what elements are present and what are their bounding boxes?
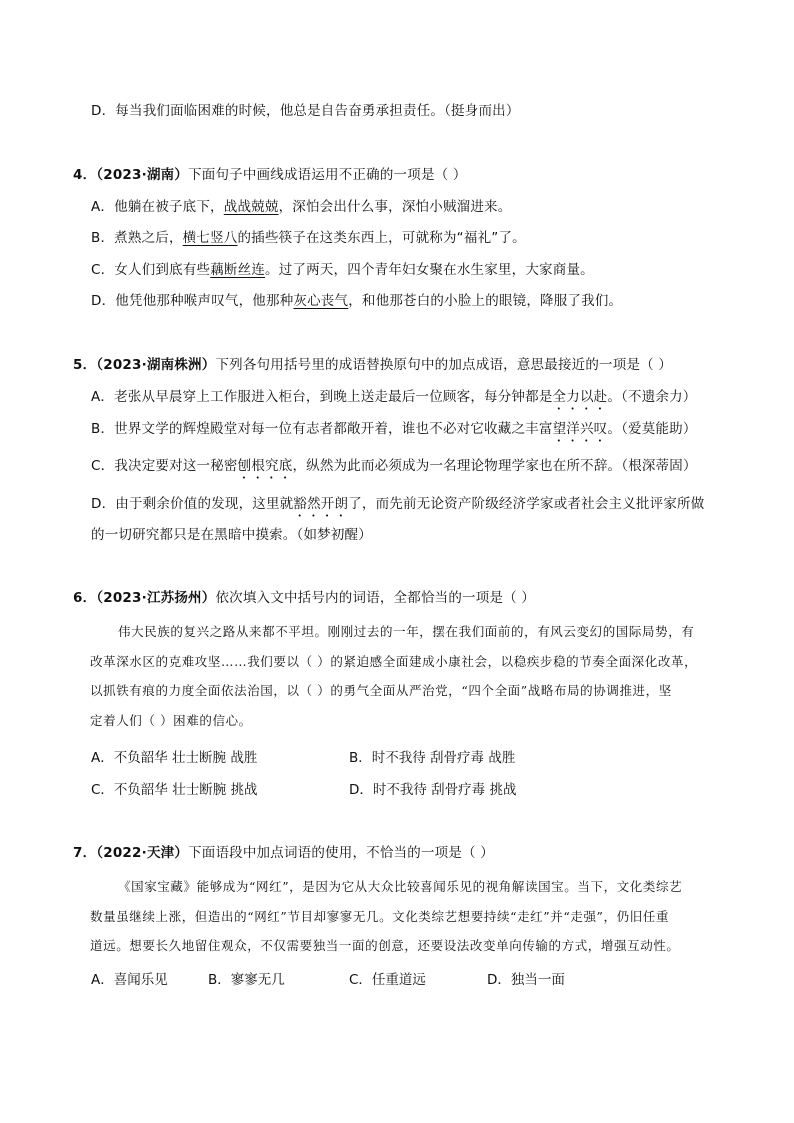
q4-c-text-2: 。过了两天，四个青年妇女聚在水生家里，大家商量。 [265,262,594,278]
q5-option-d-line2: 的一切研究都只是在黑暗中摸索。（如梦初醒） [91,527,372,543]
q7-option-a: A．喜闻乐见 [91,972,168,988]
q4-d-text: D．他凭他那种喉声叹气，他那种 [91,293,294,309]
q6-stem-text: 依次填入文中括号内的词语，全都恰当的一项是（ ） [215,590,536,606]
q5-stem [73,355,672,375]
q4-option-d [91,291,622,311]
q7-passage-line-2: 数量虽继续上涨，但造出的“网红”节目却寥寥无几。文化类综艺想要持续“走红”并“走强”，仍旧任重 [90,908,670,924]
q5-option-d-line1 [91,494,704,520]
q4-a-text: A．他躺在被子底下， [91,199,224,215]
q5-option-a [91,387,697,413]
q6-number: 6． [73,590,97,606]
q4-stem [73,165,467,185]
q5-c-text: C．我决定要对这一秘密 [91,458,238,474]
q4-b-text: B．煮熟之后， [91,230,183,246]
q4-c-text: C．女人们到底有些 [91,262,211,278]
q4-c-idiom: 藕断丝连 [210,262,266,278]
q5-c-text-2: ，纵然为此而必须成为一名理论物理学家也在所不辞。（根深蒂固） [292,458,697,474]
q4-d-text-2: ，和他那苍白的小脸上的眼镜，降服了我们。 [348,293,623,309]
q5-d-text: D．由于剩余价值的发现，这里就 [91,496,294,512]
q4-b-idiom: 横七竖八 [182,230,238,246]
q5-option-b [91,419,697,445]
q5-d-dotted-idiom: 豁然开朗 [293,496,349,512]
q7-passage [90,872,730,961]
q6-passage-line-3: 以抓铁有痕的力度全面依法治国，以（ ）的勇气全面从严治党，“四个全面”战略布局的协调推进，坚 [90,683,672,698]
q5-d-text-2: 了，而先前无论资产阶级经济学家或者社会主义批评家所做 [348,496,705,512]
q4-option-c [91,260,594,280]
q7-option-d: D．独当一面 [487,972,565,988]
q6-passage-line-2: 改革深水区的克难攻坚……我们要以（ ）的紧迫感全面建成小康社会，以稳疾步稳的节奏全面深化改革， [90,653,698,669]
q6-option-a: A．不负韶华 壮士断腕 战胜 [91,750,258,766]
q6-option-c: C．不负韶华 壮士断腕 挑战 [91,782,258,798]
q7-passage-line-1: 《国家宝藏》能够成为“网红”，是因为它从大众比较喜闻乐见的视角解读国宝。当下，文化类综艺 [118,879,683,894]
q5-a-text-2: 。（不遗余力） [607,389,697,405]
q5-b-text-2: 。（爱莫能助） [607,421,697,437]
q5-number: 5． [73,357,97,373]
q4-a-text-2: ，深怕会出什么事，深怕小贼溜进来。 [278,199,512,215]
q4-stem-text: 下面句子中画线成语运用不正确的一项是（ ） [188,167,467,183]
q7-option-c: C．任重道远 [349,972,426,988]
q7-stem-text: 下面语段中加点词语的使用，不恰当的一项是（ ） [188,845,494,861]
q4-option-b [91,228,526,248]
q7-option-b: B．寥寥无几 [208,972,285,988]
q4-d-idiom: 灰心丧气 [293,293,349,309]
q6-option-b: B．时不我待 刮骨疗毒 战胜 [349,750,516,766]
q6-passage-line-4: 定着人们（ ）困难的信心。 [90,712,252,728]
q4-number: 4． [73,167,97,183]
q6-passage-line-1: 伟大民族的复兴之路从来都不平坦。刚刚过去的一年，摆在我们面前的，有风云变幻的国际局势，有 [118,624,695,639]
q7-number: 7． [73,845,97,861]
q5-a-text: A．老张从早晨穿上工作服进入柜台，到晚上送走最后一位顾客，每分钟都是 [91,389,553,405]
q4-source: （2023·湖南） [96,167,189,183]
q5-stem-text: 下列各句用括号里的成语替换原句中的加点成语，意思最接近的一项是（ ） [215,357,673,373]
q5-a-dotted-idiom: 全力以赴 [552,389,608,405]
q6-source: （2023·江苏扬州） [96,590,216,606]
q7-source: （2022·天津） [96,845,189,861]
q4-b-text-2: 的插些筷子在这类东西上，可就称为“福礼”了。 [237,230,526,246]
q5-option-c [91,456,697,482]
q5-b-dotted-idiom: 望洋兴叹 [552,421,608,437]
q5-source: （2023·湖南株洲） [96,357,216,373]
q4-a-idiom: 战战兢兢 [223,199,279,215]
q7-passage-line-3: 道远。想要长久地留住观众，不仅需要独当一面的创意，还要设法改变单向传输的方式，增强互动性。 [90,938,680,953]
q6-option-d: D．时不我待 刮骨疗毒 挑战 [349,782,517,798]
q5-b-text: B．世界文学的辉煌殿堂对每一位有志者都敞开着，谁也不必对它收藏之丰富 [91,421,553,437]
q7-stem [73,843,494,863]
q6-passage [90,617,730,735]
q4-option-a [91,197,511,217]
q5-c-dotted-idiom: 刨根究底 [237,458,293,474]
q3-option-d: D．每当我们面临困难的时候，他总是自告奋勇承担责任。（挺身而出） [91,103,520,119]
q6-stem [73,588,535,608]
